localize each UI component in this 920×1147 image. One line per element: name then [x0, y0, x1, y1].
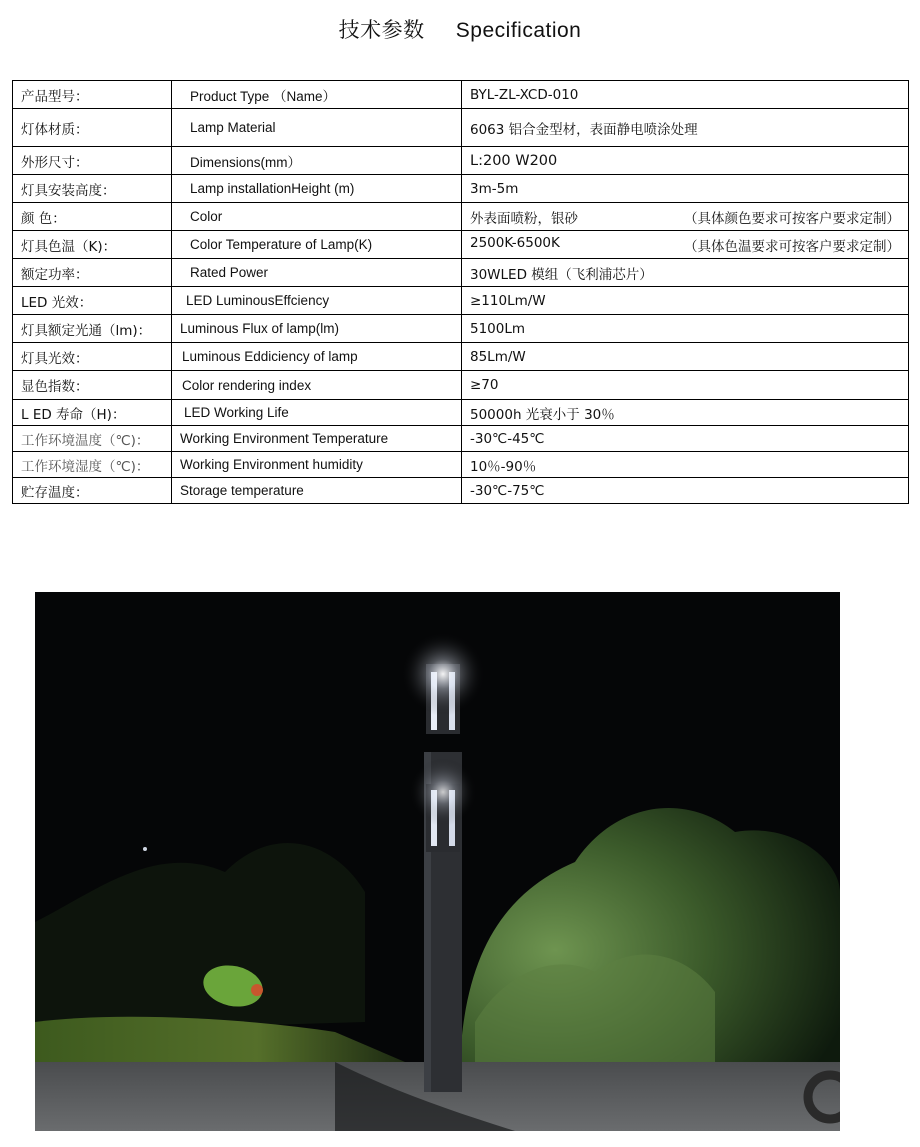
spec-note: （具体颜色要求可按客户要求定制） [684, 210, 900, 227]
spec-value: ≥70 [462, 371, 909, 400]
label-cn: 灯具色温（K)： [13, 231, 172, 259]
spec-value: L:200 W200 [462, 147, 909, 175]
photo-illustration [35, 592, 840, 1131]
label-en: LED Working Life [184, 405, 289, 420]
label-en: Color Temperature of Lamp(K) [190, 237, 373, 252]
label-cn: 产品型号： [13, 81, 172, 109]
spec-row [13, 343, 909, 371]
label-en: Rated Power [190, 265, 269, 280]
spec-row [13, 287, 909, 315]
spec-value: ≥110Lm/W [462, 287, 909, 315]
spec-value: BYL-ZL-XCD-010 [462, 81, 909, 109]
spec-value: 外表面喷粉，银砂 [470, 210, 578, 227]
distant-light [143, 847, 147, 851]
spec-value: 85Lm/W [462, 343, 909, 371]
spec-value: -30℃-75℃ [462, 478, 909, 504]
label-en: Dimensions(mm） [190, 154, 302, 170]
spec-row [13, 147, 909, 175]
lamp-glow-upper [401, 632, 485, 716]
spec-row [13, 452, 909, 478]
label-cn: 颜 色： [13, 203, 172, 231]
label-en: Lamp installationHeight (m) [190, 181, 355, 196]
spec-value: 5100Lm [462, 315, 909, 343]
spec-row [13, 400, 909, 426]
specification-table [12, 80, 909, 504]
title-cn: 技术参数 [338, 18, 425, 42]
label-en: LED LuminousEffciency [186, 293, 330, 308]
label-cn: 灯具光效： [13, 343, 172, 371]
spec-row [13, 175, 909, 203]
spec-row [13, 426, 909, 452]
spec-note: （具体色温要求可按客户要求定制） [684, 238, 900, 255]
label-cn: 灯具安装高度： [13, 175, 172, 203]
spec-value: 50000h 光衰小于 30％ [462, 400, 909, 426]
sign-dot [251, 984, 263, 996]
spec-row [13, 109, 909, 147]
spec-row [13, 231, 909, 259]
label-cn: 显色指数： [13, 371, 172, 400]
label-cn: 额定功率： [13, 259, 172, 287]
spec-value: 3m-5m [462, 175, 909, 203]
label-cn: L ED 寿命（H)： [13, 400, 172, 426]
label-en: Lamp Material [190, 120, 276, 135]
spec-row [13, 315, 909, 343]
label-en: Color rendering index [182, 377, 312, 393]
label-en: Working Environment humidity [180, 457, 363, 472]
label-cn: 灯体材质： [13, 109, 172, 147]
spec-row [13, 259, 909, 287]
label-en: Luminous Eddiciency of lamp [182, 349, 358, 364]
label-cn: 灯具额定光通（lm)： [13, 315, 172, 343]
label-cn: 工作环境湿度（℃)： [13, 452, 172, 478]
label-cn: 外形尺寸： [13, 147, 172, 175]
spec-row [13, 81, 909, 109]
lawn-lamp-night-photo [35, 592, 840, 1131]
spec-row [13, 203, 909, 231]
spec-value: 30WLED 模组（飞利浦芯片） [462, 259, 909, 287]
label-en: Storage temperature [180, 483, 304, 498]
label-en: Working Environment Temperature [180, 431, 389, 446]
label-cn: LED 光效： [13, 287, 172, 315]
label-cn: 贮存温度： [13, 478, 172, 504]
title-en: Specification [455, 19, 582, 42]
lamp-glow-lower [409, 758, 477, 826]
spec-value: -30℃-45℃ [462, 426, 909, 452]
spec-row [13, 371, 909, 400]
spec-value: 10％-90％ [462, 452, 909, 478]
spec-value: 6063 铝合金型材，表面静电喷涂处理 [462, 109, 909, 147]
spec-value: 2500K-6500K [470, 234, 560, 251]
label-en: Product Type （Name） [190, 88, 337, 104]
label-en: Color [190, 209, 223, 224]
label-en: Luminous Flux of lamp(lm) [180, 321, 340, 336]
spec-row [13, 478, 909, 504]
label-cn: 工作环境温度（℃)： [13, 426, 172, 452]
page-title [0, 14, 920, 44]
